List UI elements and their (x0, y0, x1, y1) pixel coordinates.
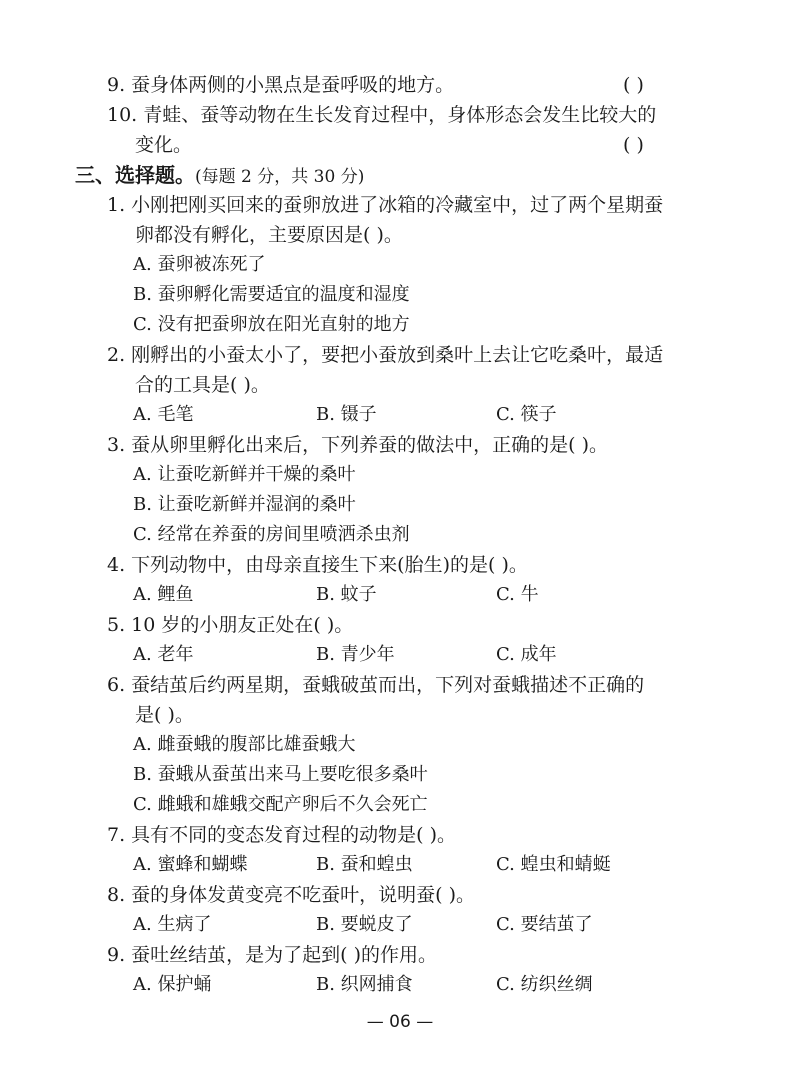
q7-option-b[interactable]: B. 蚕和蝗虫 (316, 854, 413, 875)
question-6-line1: 6. 蚕结茧后约两星期，蚕蛾破茧而出，下列对蚕蛾描述不正确的 (107, 674, 645, 696)
question-3-line1: 3. 蚕从卵里孵化出来后，下列养蚕的做法中，正确的是( )。 (107, 434, 609, 456)
q4-option-a[interactable]: A. 鲤鱼 (133, 584, 194, 605)
q7-option-c[interactable]: C. 蝗虫和蜻蜓 (496, 854, 611, 875)
question-6-line2: 是( )。 (135, 704, 194, 726)
q6-option-b[interactable]: B. 蚕蛾从蚕茧出来马上要吃很多桑叶 (133, 764, 428, 785)
q1-option-b[interactable]: B. 蚕卵孵化需要适宜的温度和湿度 (133, 284, 410, 305)
answer-blank-q9[interactable]: ( ) (623, 74, 644, 96)
q3-option-c[interactable]: C. 经常在养蚕的房间里喷洒杀虫剂 (133, 524, 410, 545)
question-9-line1: 9. 蚕吐丝结茧，是为了起到( )的作用。 (107, 944, 438, 966)
q7-option-a[interactable]: A. 蜜蜂和蝴蝶 (133, 854, 248, 875)
question-7-line1: 7. 具有不同的变态发育过程的动物是( )。 (107, 824, 457, 846)
q3-option-b[interactable]: B. 让蚕吃新鲜并湿润的桑叶 (133, 494, 356, 515)
question-1-line1: 1. 小刚把刚买回来的蚕卵放进了冰箱的冷藏室中，过了两个星期蚕 (107, 194, 664, 216)
q6-option-c[interactable]: C. 雌蛾和雄蛾交配产卵后不久会死亡 (133, 794, 428, 815)
q2-option-b[interactable]: B. 镊子 (316, 404, 377, 425)
question-2-line2: 合的工具是( )。 (135, 374, 270, 396)
q4-option-b[interactable]: B. 蚊子 (316, 584, 377, 605)
answer-blank-q10[interactable]: ( ) (623, 134, 644, 156)
q9-option-a[interactable]: A. 保护蛹 (133, 974, 212, 995)
section-title (75, 162, 364, 190)
question-1-line2: 卵都没有孵化，主要原因是( )。 (135, 224, 403, 246)
q2-option-c[interactable]: C. 筷子 (496, 404, 557, 425)
q1-option-a[interactable]: A. 蚕卵被冻死了 (133, 254, 266, 275)
q9-option-c[interactable]: C. 纺织丝绸 (496, 974, 593, 995)
q5-option-c[interactable]: C. 成年 (496, 644, 557, 665)
section-score-note: (每题 2 分，共 30 分) (195, 167, 365, 187)
q1-option-c[interactable]: C. 没有把蚕卵放在阳光直射的地方 (133, 314, 410, 335)
judgment-q10-line1: 10. 青蛙、蚕等动物在生长发育过程中，身体形态会发生比较大的 (107, 104, 657, 126)
q5-option-b[interactable]: B. 青少年 (316, 644, 395, 665)
question-4-line1: 4. 下列动物中，由母亲直接生下来(胎生)的是( )。 (107, 554, 528, 576)
q8-option-b[interactable]: B. 要蜕皮了 (316, 914, 413, 935)
q3-option-a[interactable]: A. 让蚕吃新鲜并干燥的桑叶 (133, 464, 356, 485)
judgment-q10-line2: 变化。 (135, 134, 193, 156)
question-5-line1: 5. 10 岁的小朋友正处在( )。 (107, 614, 354, 636)
page-number: — 06 — (366, 1012, 434, 1032)
q5-option-a[interactable]: A. 老年 (133, 644, 194, 665)
q4-option-c[interactable]: C. 牛 (496, 584, 539, 605)
section-title-text: 三、选择题。 (75, 163, 195, 187)
q9-option-b[interactable]: B. 织网捕食 (316, 974, 413, 995)
q8-option-c[interactable]: C. 要结茧了 (496, 914, 593, 935)
q8-option-a[interactable]: A. 生病了 (133, 914, 212, 935)
judgment-q9: 9. 蚕身体两侧的小黑点是蚕呼吸的地方。 (107, 74, 455, 96)
q6-option-a[interactable]: A. 雌蚕蛾的腹部比雄蚕蛾大 (133, 734, 356, 755)
question-2-line1: 2. 刚孵出的小蚕太小了，要把小蚕放到桑叶上去让它吃桑叶，最适 (107, 344, 664, 366)
q2-option-a[interactable]: A. 毛笔 (133, 404, 194, 425)
question-8-line1: 8. 蚕的身体发黄变亮不吃蚕叶，说明蚕( )。 (107, 884, 476, 906)
